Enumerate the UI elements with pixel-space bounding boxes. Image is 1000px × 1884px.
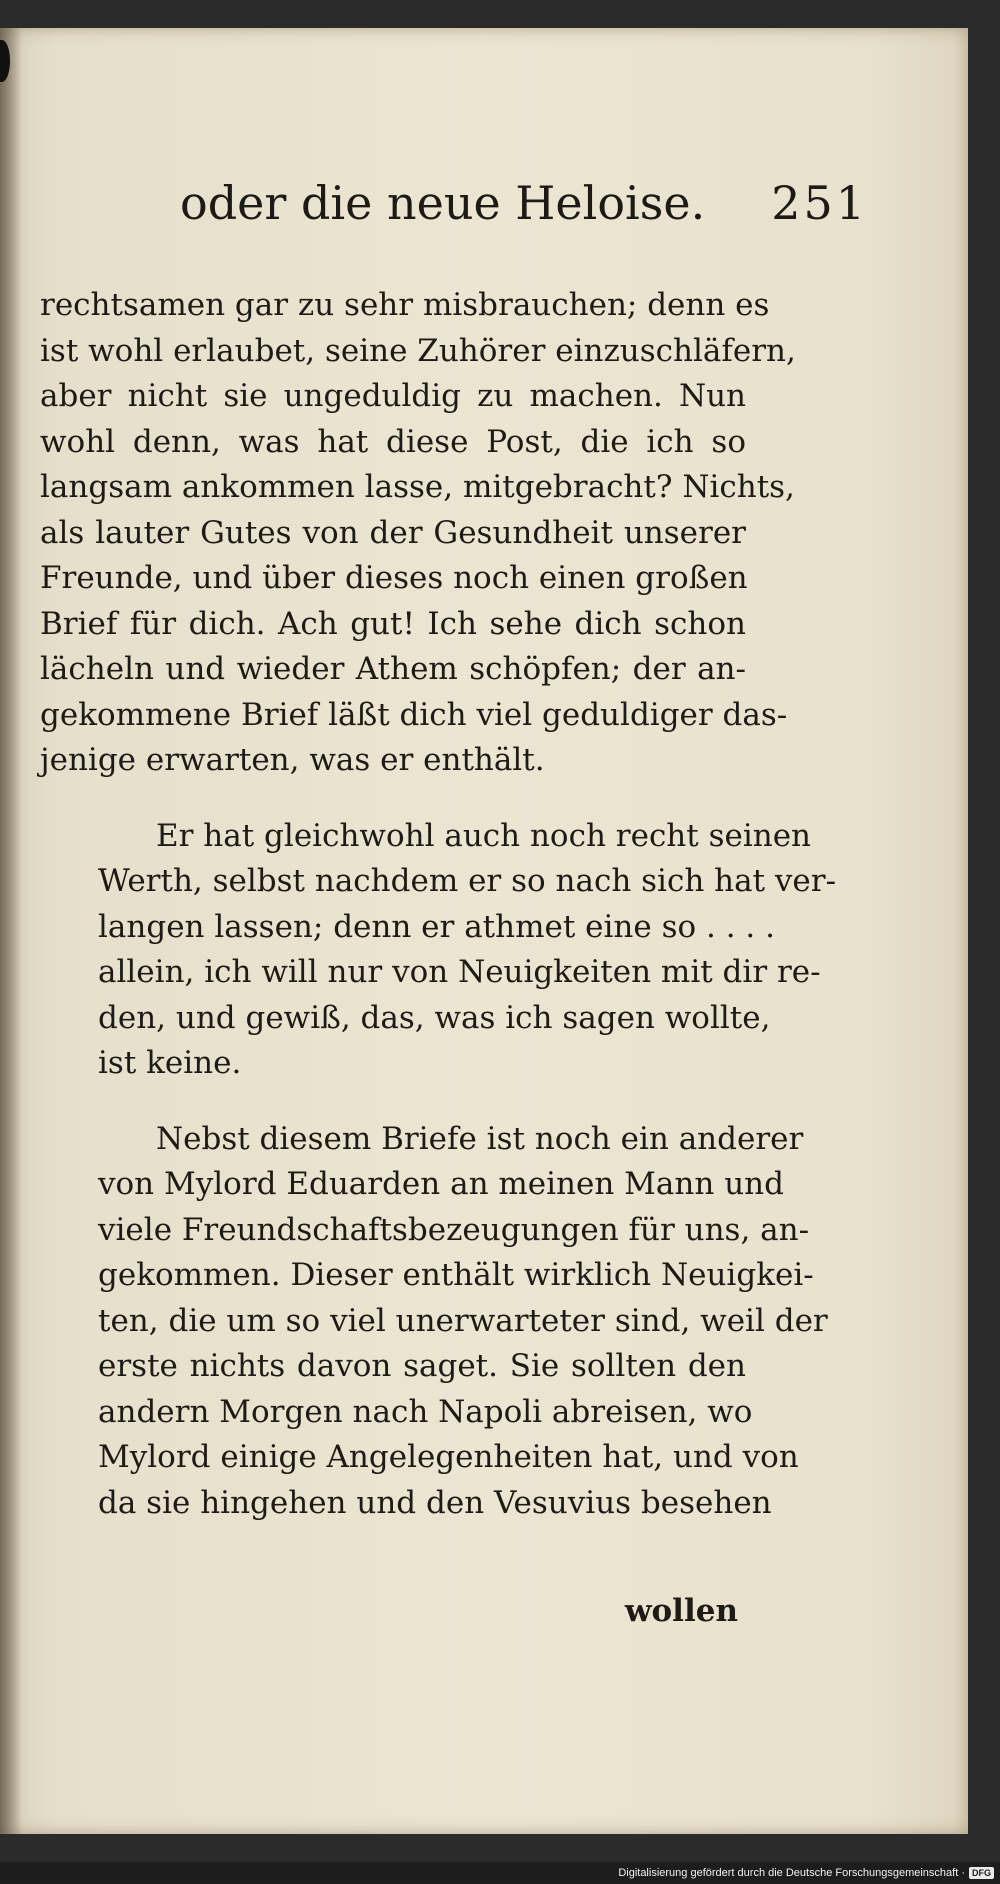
spine-shadow: [0, 28, 22, 1834]
paragraph: [40, 814, 837, 1087]
text-line: da sie hingehen und den Vesuvius besehen: [98, 1484, 772, 1521]
text-line: lächeln und wieder Athem schöpfen; der an-: [40, 651, 746, 687]
text-line: allein, ich will nur von Neuigkeiten mit dir re-: [98, 954, 821, 990]
text-line: gekommene Brief läßt dich viel geduldiger das-: [40, 696, 788, 733]
text-line: Nebst diesem Briefe ist noch ein anderer: [156, 1120, 804, 1157]
digitization-footer: [0, 1862, 1000, 1884]
text-line: langsam ankommen lasse, mitgebracht? Nichts,: [40, 469, 795, 505]
text-line: Werth, selbst nachdem er so nach sich hat ver-: [98, 863, 837, 899]
text-line: langen lassen; denn er athmet eine so . . . .: [98, 908, 775, 945]
footer-credit: Digitalisierung gefördert durch die Deutsche Forschungsgemeinschaft ·: [618, 1867, 965, 1879]
text-line: den, und gewiß, das, was ich sagen wollte,: [98, 999, 771, 1036]
text-line: als lauter Gutes von der Gesundheit unserer: [40, 514, 746, 551]
running-title: oder die neue Heloise.: [180, 176, 706, 230]
catchword: wollen: [624, 1593, 738, 1629]
text-line: rechtsamen gar zu sehr misbrauchen; denn es: [40, 287, 770, 323]
text-line: Brief für dich. Ach gut! Ich sehe dich schon: [40, 605, 746, 642]
text-line: ten, die um so viel unerwarteter sind, weil der: [98, 1302, 828, 1339]
paragraph: [40, 1117, 828, 1527]
text-line: aber nicht sie ungeduldig zu machen. Nun: [40, 378, 746, 414]
text-line: Er hat gleichwohl auch noch recht seinen: [156, 817, 812, 854]
body-text: [40, 283, 837, 1556]
dfg-logo: DFG: [969, 1867, 994, 1879]
text-line: wohl denn, was hat diese Post, die ich so: [40, 423, 746, 460]
text-line: Freunde, und über dieses noch einen großen: [40, 560, 748, 596]
text-line: jenige erwarten, was er enthält.: [40, 742, 545, 778]
book-page: [0, 28, 968, 1834]
text-line: von Mylord Eduarden an meinen Mann und: [98, 1166, 784, 1202]
text-line: Mylord einige Angelegenheiten hat, und von: [98, 1439, 799, 1475]
text-line: erste nichts davon saget. Sie sollten den: [98, 1348, 746, 1384]
page-number: 251: [771, 176, 868, 230]
text-line: ist wohl erlaubet, seine Zuhörer einzuschläfern,: [40, 332, 796, 369]
running-head: [180, 176, 868, 230]
text-line: viele Freundschaftsbezeugungen für uns, an-: [98, 1211, 810, 1248]
text-line: andern Morgen nach Napoli abreisen, wo: [98, 1393, 753, 1430]
text-line: gekommen. Dieser enthält wirklich Neuigkei-: [98, 1257, 814, 1293]
text-line: ist keine.: [98, 1045, 242, 1081]
paragraph: [40, 283, 796, 784]
